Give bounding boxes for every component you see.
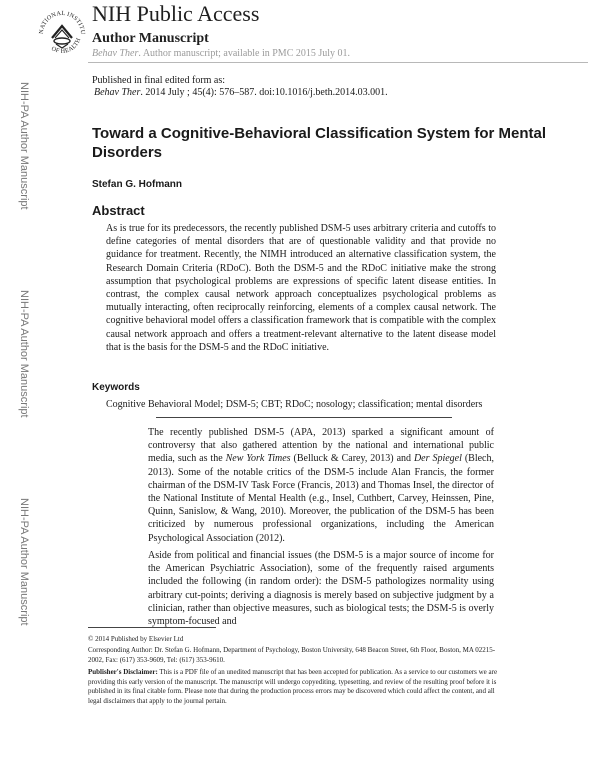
side-label-bottom: NIH-PA Author Manuscript bbox=[18, 498, 30, 626]
abstract-heading: Abstract bbox=[92, 203, 145, 218]
nih-seal-logo bbox=[34, 4, 90, 64]
disclaimer-label: Publisher's Disclaimer: bbox=[88, 668, 158, 676]
disclaimer-text: This is a PDF file of an unedited manuscript that has been accepted for publication. As a service to our customers we are providing this early version of the manuscript. The manuscript will undergo copyediting, typesetting, and review of the resulting proof before it is published in its final citable form. Please note that during the production process errors may be discovered which could affect the content, and all legal disclaimers that apply to the journal pertain. bbox=[88, 668, 498, 705]
author-name: Stefan G. Hofmann bbox=[92, 179, 183, 190]
body-paragraph-1 bbox=[148, 426, 494, 545]
abstract-text: As is true for its predecessors, the recently published DSM-5 uses arbitrary criteria and cutoffs to define categories of mental disorders that are of questionable validity and that provide no guidance for treatment. Recently, the NIMH introduced an alternative classification system, the Research Domain Criteria (RDoC). Both the DSM-5 and the RDoC initiative make the strong assumption that psychological problems are expressions of specific latent disease entities. In contrast, the complex causal network approach conceptualizes psychological problems as mutually interacting, often reciprocally reinforcing, elements of a complex causal network. The cognitive behavioral model offers a classification framework that is compatible with the complex causal network approach and offers a treatment-relevant alternative to the latent disease model that is the basis for the DSM-5 and the RDoC initiative. bbox=[106, 223, 496, 353]
publisher-disclaimer bbox=[88, 668, 508, 706]
availability-note bbox=[92, 48, 350, 59]
citation-details: . 2014 July ; 45(4): 576–587. doi:10.1016/j.beth.2014.03.001. bbox=[140, 87, 388, 98]
keywords-heading: Keywords bbox=[92, 382, 140, 393]
keywords-list: Cognitive Behavioral Model; DSM-5; CBT; RDoC; nosology; classification; mental disorders bbox=[106, 399, 483, 410]
nih-public-access-title: NIH Public Access bbox=[92, 1, 260, 26]
side-label-middle: NIH-PA Author Manuscript bbox=[18, 290, 30, 418]
logo-bottom-text: OF HEALTH bbox=[50, 36, 83, 56]
p1-spiegel-italic: Der Spiegel bbox=[413, 453, 462, 465]
p1-part-a: The recently published DSM-5 (APA, 2013) sparked a significant amount of controversy that also gathered attention by the national and international public media, such as the bbox=[148, 427, 494, 465]
p1-part-c: (Blech, 2013). Some of the notable critics of the DSM-5 include Alan Francis, the former chairman of the DSM-IV Task Force (Francis, 2013) and Thomas Insel, the director of the National Institute of Mental Health (e.g., Insel, Cuthbert, Carvey, Heinssen, Pine, Quinn, Sanislow, & Wang, 2010). Moreover, the publication of the DSM-5 has been criticized by numerous professional organizations, including the American Psychological Association (2012). bbox=[148, 453, 494, 544]
body-paragraph-2: Aside from political and financial issues (the DSM-5 is a major source of income for the American Psychiatric Association), some of the frequently raised arguments included the following (in random order): the DSM-5 pathologizes normality using arbitrary cut-points; deriving a diagnosis is merely based on subjective judgment by a clinician, rather than objective measures, such as biological tests; the DSM-5 is overly symptom-focused and bbox=[148, 550, 494, 628]
logo-top-text: NATIONAL INSTITU bbox=[37, 9, 87, 35]
author-manuscript-label: Author Manuscript bbox=[92, 31, 209, 46]
svg-text:NATIONAL INSTITUTES bbox=[34, 4, 86, 35]
p1-part-b: (Belluck & Carey, 2013) and bbox=[290, 453, 414, 465]
p1-nyt-italic: New York Times bbox=[225, 453, 291, 465]
copyright-notice: © 2014 Published by Elsevier Ltd bbox=[88, 635, 184, 643]
header-divider bbox=[88, 62, 588, 63]
citation-line bbox=[94, 87, 388, 98]
keywords-divider bbox=[156, 417, 452, 418]
corresponding-author-note: Corresponding Author: Dr. Stefan G. Hofmann, Department of Psychology, Boston University, 648 Beacon Street, 6th Floor, Boston, MA 02215-2002, Fax: (617) 353-9609, Tel: (617) 353-9610. bbox=[88, 646, 496, 664]
published-form-label: Published in final edited form as: bbox=[92, 75, 226, 86]
journal-short-italic: Behav Ther bbox=[92, 48, 139, 59]
paper-title: Toward a Cognitive-Behavioral Classification System for Mental Disorders bbox=[92, 125, 546, 161]
side-label-top: NIH-PA Author Manuscript bbox=[18, 82, 30, 210]
citation-journal: Behav Ther bbox=[94, 87, 141, 98]
availability-text: . Author manuscript; available in PMC 2015 July 01. bbox=[138, 48, 351, 59]
footnote-divider bbox=[88, 627, 216, 628]
